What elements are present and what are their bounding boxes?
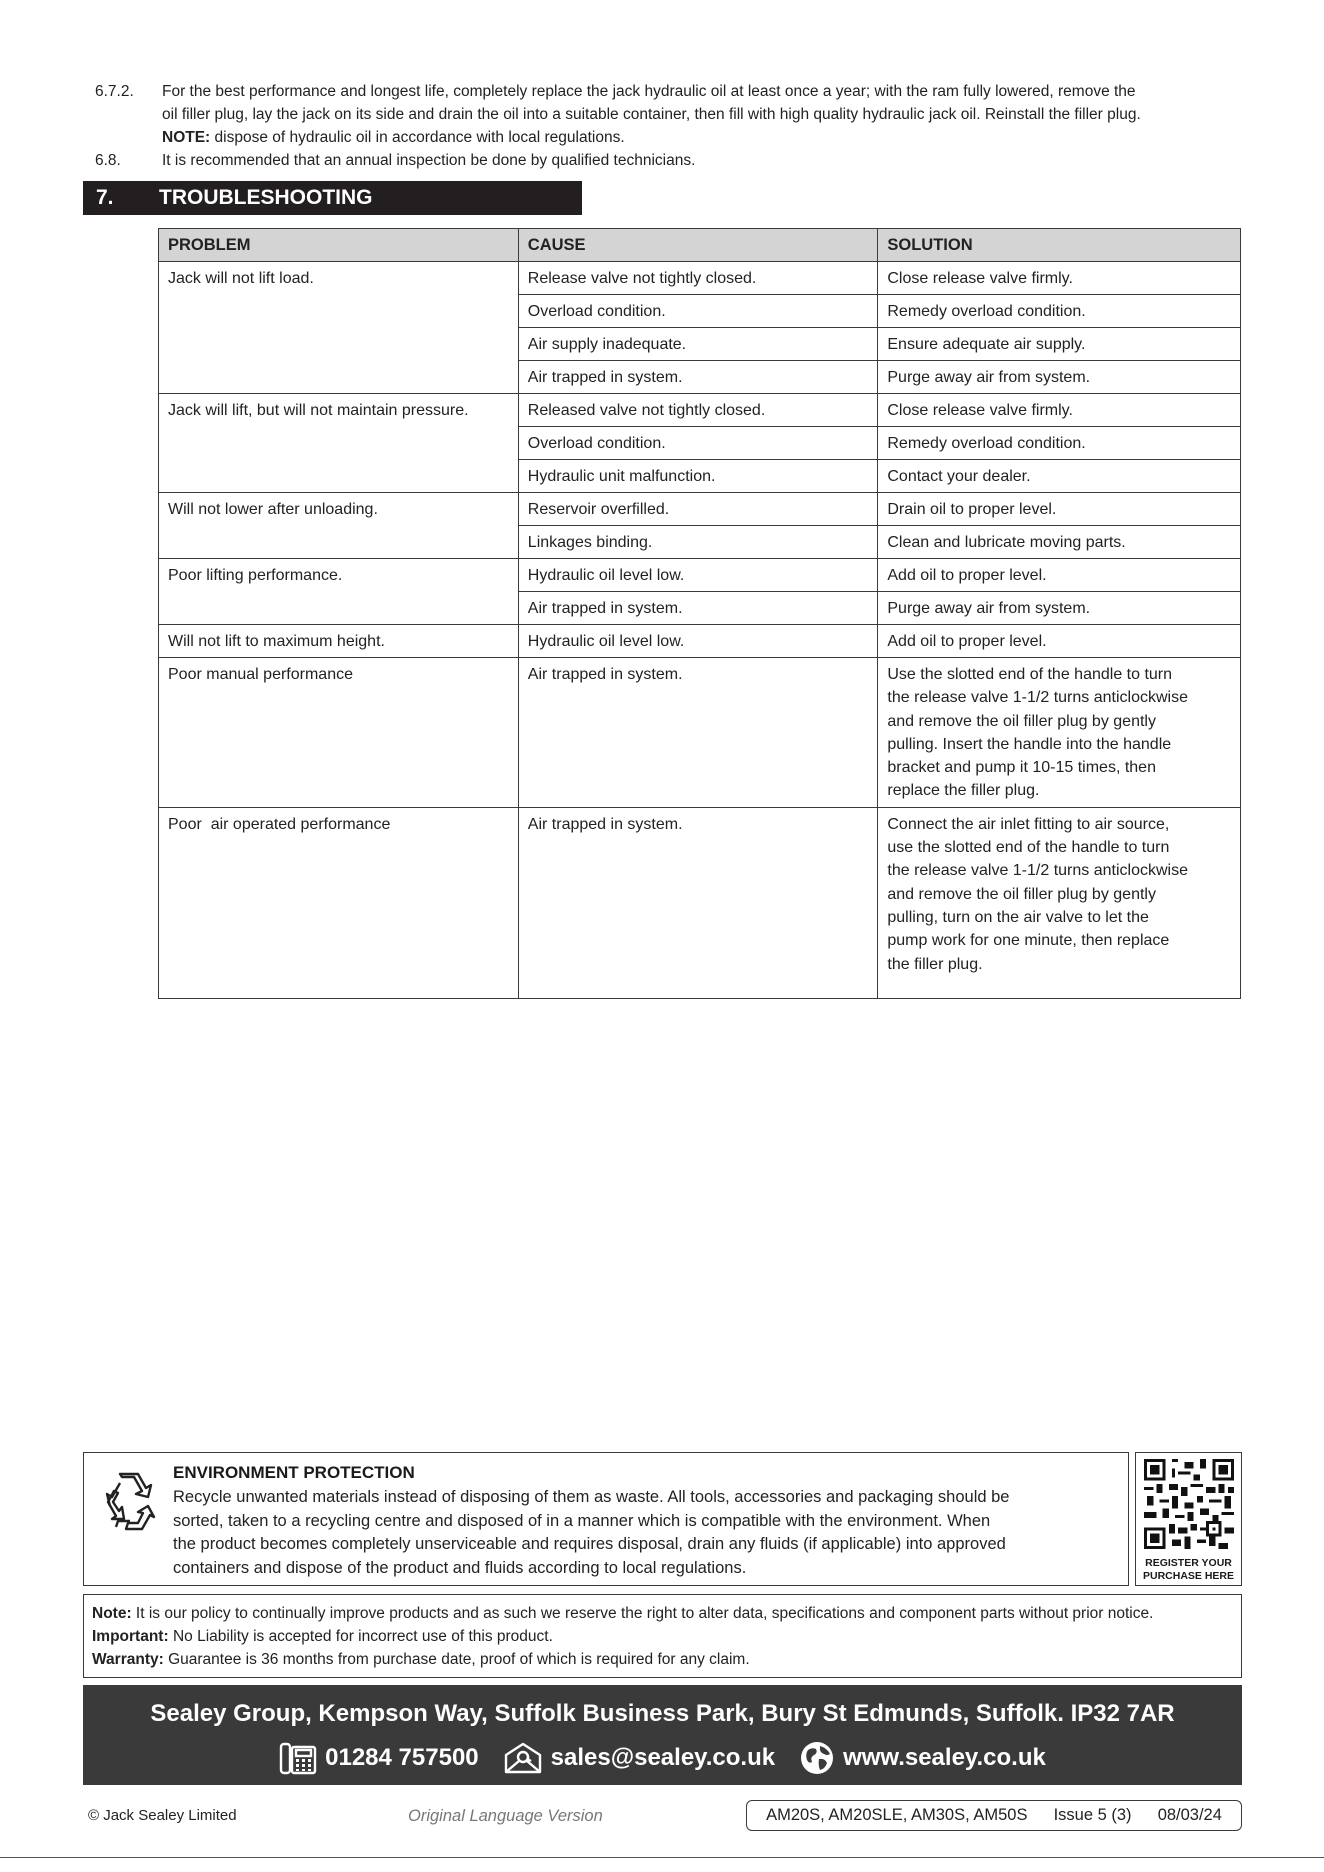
solution-line: pulling, turn on the air valve to let the: [887, 908, 1149, 926]
solution-cell: [878, 807, 1241, 998]
solution-line: and remove the oil filler plug by gently: [887, 712, 1156, 730]
table-row: [159, 493, 1241, 526]
company-address: Sealey Group, Kempson Way, Suffolk Business Park, Bury St Edmunds, Suffolk. IP32 7AR: [150, 1700, 1175, 1727]
language-version: Original Language Version: [408, 1807, 603, 1825]
column-header-solution: SOLUTION: [878, 229, 1241, 262]
solution-cell: Add oil to proper level.: [878, 559, 1241, 592]
cause-cell: Hydraulic unit malfunction.: [518, 460, 878, 493]
cause-cell: Overload condition.: [518, 427, 878, 460]
environment-line: containers and dispose of the product and fluids according to local regulations.: [173, 1558, 747, 1577]
copyright: © Jack Sealey Limited: [88, 1807, 237, 1824]
note-line: oil filler plug, lay the jack on its side and drain the oil into a suitable container, then fill with high quality hydraulic jack oil. Reinstall the filler plug.: [162, 106, 1141, 123]
table-row: [159, 559, 1241, 592]
cause-cell: Hydraulic oil level low.: [518, 625, 878, 658]
legal-warranty: Warranty: Guarantee is 36 months from purchase date, proof of which is required for any claim.: [92, 1651, 750, 1668]
globe-icon: [799, 1740, 835, 1776]
troubleshooting-table: [158, 228, 1241, 999]
cause-cell: Release valve not tightly closed.: [518, 262, 878, 295]
solution-line: pulling. Insert the handle into the handle: [887, 735, 1172, 753]
note-number: 6.7.2.: [95, 83, 134, 100]
page-bottom-rule: [0, 1857, 1324, 1872]
note-label: NOTE:: [162, 129, 211, 146]
section-title: TROUBLESHOOTING: [159, 186, 373, 209]
solution-cell: Purge away air from system.: [878, 592, 1241, 625]
cause-cell: Released valve not tightly closed.: [518, 394, 878, 427]
register-purchase-box[interactable]: [1135, 1452, 1242, 1586]
maintenance-notes: [95, 80, 1235, 172]
model-issue-box: [746, 1800, 1242, 1831]
table-row: [159, 394, 1241, 427]
legal-notice-box: [83, 1594, 1242, 1678]
solution-cell: Ensure adequate air supply.: [878, 328, 1241, 361]
table-row: [159, 625, 1241, 658]
problem-cell: Will not lower after unloading.: [159, 493, 519, 559]
problem-cell: Will not lift to maximum height.: [159, 625, 519, 658]
section-number: 7.: [96, 186, 114, 209]
solution-cell: [878, 658, 1241, 808]
solution-cell: Remedy overload condition.: [878, 427, 1241, 460]
cause-cell: Reservoir overfilled.: [518, 493, 878, 526]
cause-cell: Hydraulic oil level low.: [518, 559, 878, 592]
environment-line: Recycle unwanted materials instead of disposing of them as waste. All tools, accessories and packaging should be: [173, 1488, 1010, 1506]
issue-number: Issue 5 (3): [1053, 1806, 1132, 1824]
cause-cell: Air trapped in system.: [518, 592, 878, 625]
cause-cell: Air supply inadequate.: [518, 328, 878, 361]
solution-cell: Purge away air from system.: [878, 361, 1241, 394]
legal-important: Important: No Liability is accepted for incorrect use of this product.: [92, 1628, 553, 1645]
legal-note: Note: It is our policy to continually improve products and as such we reserve the right to alter data, specifications and component parts without prior notice.: [92, 1605, 1154, 1622]
issue-date: 08/03/24: [1157, 1806, 1222, 1824]
solution-cell: Add oil to proper level.: [878, 625, 1241, 658]
problem-cell: Jack will lift, but will not maintain pressure.: [159, 394, 519, 493]
table-header-row: [159, 229, 1241, 262]
note-number: 6.8.: [95, 152, 121, 169]
website-url[interactable]: www.sealey.co.uk: [843, 1744, 1046, 1771]
qr-code-icon[interactable]: [1144, 1459, 1234, 1549]
cause-cell: Air trapped in system.: [518, 807, 878, 998]
environment-line: sorted, taken to a recycling centre and disposed of in a manner which is compatible with the environment. When: [173, 1511, 991, 1530]
website-contact[interactable]: [799, 1740, 1046, 1776]
problem-cell: Jack will not lift load.: [159, 262, 519, 394]
solution-line: replace the filler plug.: [887, 782, 1040, 800]
environment-title: ENVIRONMENT PROTECTION: [173, 1463, 415, 1482]
solution-line: pump work for one minute, then replace: [887, 932, 1170, 950]
column-header-cause: CAUSE: [518, 229, 878, 262]
solution-line: the filler plug.: [887, 955, 983, 973]
solution-line: Connect the air inlet fitting to air source,: [887, 815, 1170, 833]
section-heading: [83, 181, 582, 215]
cause-cell: Air trapped in system.: [518, 658, 878, 808]
cause-cell: Linkages binding.: [518, 526, 878, 559]
table-row: [159, 658, 1241, 808]
note-line: It is recommended that an annual inspection be done by qualified technicians.: [162, 152, 696, 169]
contact-row: [83, 1740, 1242, 1776]
phone-contact[interactable]: [279, 1741, 479, 1775]
phone-icon: [279, 1741, 317, 1775]
note-6-7-2: [95, 80, 1235, 149]
note-line: For the best performance and longest life, completely replace the jack hydraulic oil at least once a year; with the ram fully lowered, remove the: [162, 83, 1136, 100]
problem-cell: Poor lifting performance.: [159, 559, 519, 625]
problem-cell: Poor air operated performance: [159, 807, 519, 998]
email-icon: [503, 1741, 543, 1775]
solution-cell: Drain oil to proper level.: [878, 493, 1241, 526]
solution-cell: Contact your dealer.: [878, 460, 1241, 493]
solution-line: the release valve 1-1/2 turns anticlockwise: [887, 689, 1188, 707]
solution-line: bracket and pump it 10-15 times, then: [887, 759, 1156, 777]
environment-protection-box: [83, 1452, 1129, 1586]
problem-cell: Poor manual performance: [159, 658, 519, 808]
email-address[interactable]: sales@sealey.co.uk: [550, 1744, 776, 1771]
note-line: dispose of hydraulic oil in accordance with local regulations.: [210, 129, 625, 146]
solution-line: Use the slotted end of the handle to turn: [887, 666, 1173, 683]
solution-line: use the slotted end of the handle to turn: [887, 839, 1170, 857]
cause-cell: Air trapped in system.: [518, 361, 878, 394]
document-info-line: [88, 1800, 1242, 1832]
environment-line: the product becomes completely unserviceable and requires disposal, drain any fluids (if applicable) into approved: [173, 1535, 1006, 1553]
environment-text: [173, 1486, 1103, 1580]
table-row: [159, 262, 1241, 295]
solution-cell: Clean and lubricate moving parts.: [878, 526, 1241, 559]
cause-cell: Overload condition.: [518, 295, 878, 328]
solution-cell: Close release valve firmly.: [878, 394, 1241, 427]
email-contact[interactable]: [503, 1741, 775, 1775]
recycle-icon: [96, 1469, 160, 1533]
column-header-problem: PROBLEM: [159, 229, 519, 262]
solution-line: and remove the oil filler plug by gently: [887, 885, 1156, 903]
solution-line: the release valve 1-1/2 turns anticlockwise: [887, 862, 1188, 880]
model-numbers: AM20S, AM20SLE, AM30S, AM50S: [766, 1806, 1028, 1824]
register-purchase-label: REGISTER YOUR PURCHASE HERE: [1142, 1557, 1234, 1582]
phone-number[interactable]: 01284 757500: [325, 1744, 479, 1771]
solution-cell: Remedy overload condition.: [878, 295, 1241, 328]
company-footer: [83, 1685, 1242, 1785]
table-row: [159, 807, 1241, 998]
solution-cell: Close release valve firmly.: [878, 262, 1241, 295]
note-6-8: [95, 149, 1235, 172]
